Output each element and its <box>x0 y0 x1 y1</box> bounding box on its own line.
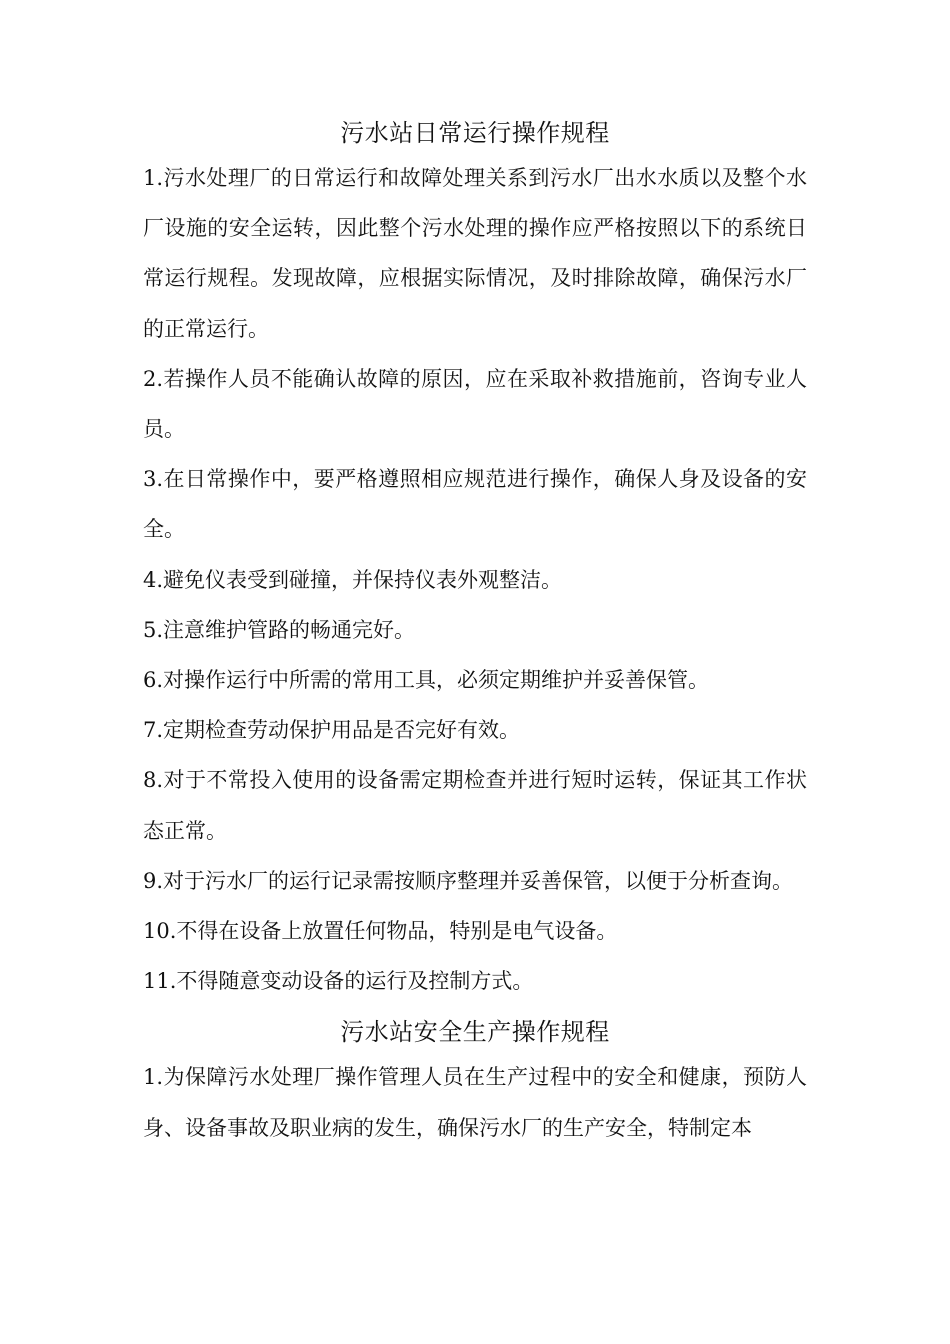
section-1-item-4: 4.避免仪表受到碰撞，并保持仪表外观整洁。 <box>143 567 563 592</box>
section-2-body <box>143 1052 807 1152</box>
section-1-item-1: 1.污水处理厂的日常运行和故障处理关系到污水厂出水水质以及整个水厂设施的安全运转，因此整个污水处理的操作应严格按照以下的系统日常运行规程。发现故障，应根据实际情况，及时排除故障，确保污水厂的正常运行。 <box>143 166 807 341</box>
section-1-body <box>143 153 807 1006</box>
section-2-title: 污水站安全生产操作规程 <box>340 1018 610 1047</box>
section-1-item-6: 6.对操作运行中所需的常用工具，必须定期维护并妥善保管。 <box>143 668 710 693</box>
section-1-item-7: 7.定期检查劳动保护用品是否完好有效。 <box>143 718 521 743</box>
section-1-item-11: 11.不得随意变动设备的运行及控制方式。 <box>143 969 534 994</box>
section-1-item-8: 8.对于不常投入使用的设备需定期检查并进行短时运转，保证其工作状态正常。 <box>143 768 807 843</box>
section-1-title: 污水站日常运行操作规程 <box>340 119 610 147</box>
document-body <box>143 113 807 1153</box>
section-1-item-5: 5.注意维护管路的畅通完好。 <box>143 617 416 642</box>
section-1-item-9: 9.对于污水厂的运行记录需按顺序整理并妥善保管，以便于分析查询。 <box>143 868 794 893</box>
section-1-item-3: 3.在日常操作中，要严格遵照相应规范进行操作，确保人身及设备的安全。 <box>143 467 807 542</box>
section-1-item-2: 2.若操作人员不能确认故障的原因，应在采取补救措施前，咨询专业人员。 <box>143 366 807 442</box>
section-1-item-10: 10.不得在设备上放置任何物品，特别是电气设备。 <box>143 919 618 944</box>
section-2-item-1: 1.为保障污水处理厂操作管理人员在生产过程中的安全和健康，预防人身、设备事故及职业病的发生，确保污水厂的生产安全，特制定本 <box>143 1065 807 1140</box>
